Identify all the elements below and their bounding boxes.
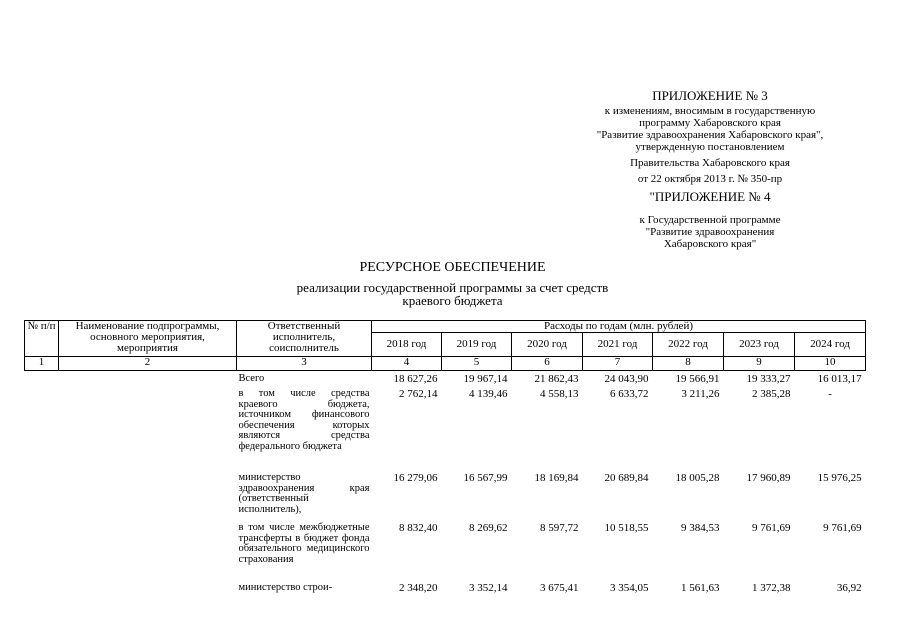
column-number: 3: [237, 357, 372, 371]
row-value: 19 566,91: [675, 373, 720, 385]
column-number: 10: [795, 357, 866, 371]
row-executor: в том числе межбюджетные трансферты в бюджет фонда обязательного медицинского страхования: [238, 522, 370, 565]
row-value: 15 976,25: [817, 472, 862, 484]
header-year: 2020 год: [512, 333, 583, 357]
subtitle-line: краевого бюджета: [402, 293, 503, 308]
subtitle-line: реализации государственной программы за счет средств: [296, 280, 609, 295]
row-number: [25, 583, 59, 597]
row-value: 16 567,99: [463, 472, 508, 484]
row-value: 1 372,38: [752, 582, 791, 594]
row-value: -: [828, 388, 832, 400]
row-value: 8 269,62: [469, 522, 508, 534]
row-value: 3 354,05: [610, 582, 649, 594]
document-title: РЕСУРСНОЕ ОБЕСПЕЧЕНИЕ: [359, 260, 546, 275]
row-value: 2 762,14: [399, 388, 438, 400]
table-row: [25, 523, 866, 583]
row-executor: в том числе средства краевого бюджета, источником финансового обеспечения которых являются средства федерального бюджета: [238, 388, 370, 452]
row-name: [59, 389, 237, 473]
row-executor: Всего: [238, 373, 265, 384]
row-value: 9 761,69: [823, 522, 862, 534]
column-number: 7: [583, 357, 653, 371]
row-value: 9 761,69: [752, 522, 791, 534]
row-number: [25, 523, 59, 583]
row-value: 3 211,26: [681, 388, 720, 400]
appendix-line-2: Хабаровского края": [663, 238, 757, 250]
row-name: [59, 523, 237, 583]
row-value: 36,92: [836, 582, 862, 594]
row-name: [59, 374, 237, 389]
row-value: 4 558,13: [540, 388, 579, 400]
row-name: [59, 473, 237, 523]
header-name: Наименование подпрограммы, основного мероприятия, мероприятия: [59, 321, 237, 357]
row-executor: министерство здравоохранения края (ответственный исполнитель),: [238, 472, 370, 515]
row-name: [59, 583, 237, 597]
column-number: 2: [59, 357, 237, 371]
table-row: [25, 389, 866, 473]
row-value: 18 005,28: [675, 472, 720, 484]
appendix-heading: ПРИЛОЖЕНИЕ № 3: [652, 88, 768, 103]
row-value: 2 385,28: [752, 388, 791, 400]
row-value: 6 633,72: [610, 388, 649, 400]
appendix-line: к изменениям, вносимым в государственную: [604, 105, 816, 117]
header-year: 2024 год: [795, 333, 866, 357]
row-value: 17 960,89: [746, 472, 791, 484]
appendix-line-2: к Государственной программе: [639, 214, 781, 226]
column-number-row: [25, 357, 866, 371]
appendix-line-2: "Развитие здравоохранения: [645, 226, 775, 238]
header-number: № п/п: [25, 321, 59, 357]
table-row: [25, 374, 866, 389]
row-value: 20 689,84: [604, 472, 649, 484]
column-number: 9: [724, 357, 795, 371]
document-subtitle: [270, 281, 635, 307]
row-value: 10 518,55: [604, 522, 649, 534]
column-number: 1: [25, 357, 59, 371]
resource-table: [24, 320, 866, 597]
row-value: 9 384,53: [681, 522, 720, 534]
row-executor: министерство строи-: [238, 582, 333, 593]
row-value: 3 352,14: [469, 582, 508, 594]
column-number: 5: [442, 357, 512, 371]
table-row: [25, 583, 866, 597]
row-value: 18 169,84: [534, 472, 579, 484]
row-value: 16 279,06: [393, 472, 438, 484]
row-number: [25, 389, 59, 473]
header-year: 2018 год: [372, 333, 442, 357]
header-year: 2019 год: [442, 333, 512, 357]
table-row: [25, 473, 866, 523]
appendix-block: [560, 88, 860, 250]
header-year: 2022 год: [653, 333, 724, 357]
column-number: 8: [653, 357, 724, 371]
header-executor: Ответственный исполнитель, соисполнитель: [237, 321, 372, 357]
row-value: 19 333,27: [746, 373, 791, 385]
row-value: 24 043,90: [604, 373, 649, 385]
row-value: 18 627,26: [393, 373, 438, 385]
row-number: [25, 374, 59, 389]
appendix-line: утвержденную постановлением: [635, 141, 785, 153]
row-number: [25, 473, 59, 523]
row-value: 2 348,20: [399, 582, 438, 594]
row-value: 8 597,72: [540, 522, 579, 534]
appendix-line: программу Хабаровского края: [639, 117, 781, 129]
appendix-line: "Развитие здравоохранения Хабаровского края",: [596, 129, 824, 141]
header-expenses: Расходы по годам (млн. рублей): [372, 321, 866, 333]
appendix-line: Правительства Хабаровского края: [630, 157, 790, 169]
appendix-heading-2: "ПРИЛОЖЕНИЕ № 4: [649, 189, 771, 204]
row-value: 21 862,43: [534, 373, 579, 385]
column-number: 4: [372, 357, 442, 371]
row-value: 3 675,41: [540, 582, 579, 594]
header-year: 2021 год: [583, 333, 653, 357]
row-value: 8 832,40: [399, 522, 438, 534]
row-value: 1 561,63: [681, 582, 720, 594]
column-number: 6: [512, 357, 583, 371]
header-year: 2023 год: [724, 333, 795, 357]
row-value: 19 967,14: [463, 373, 508, 385]
appendix-line: от 22 октября 2013 г. № 350-пр: [637, 173, 783, 185]
row-value: 4 139,46: [469, 388, 508, 400]
row-value: 16 013,17: [817, 373, 862, 385]
